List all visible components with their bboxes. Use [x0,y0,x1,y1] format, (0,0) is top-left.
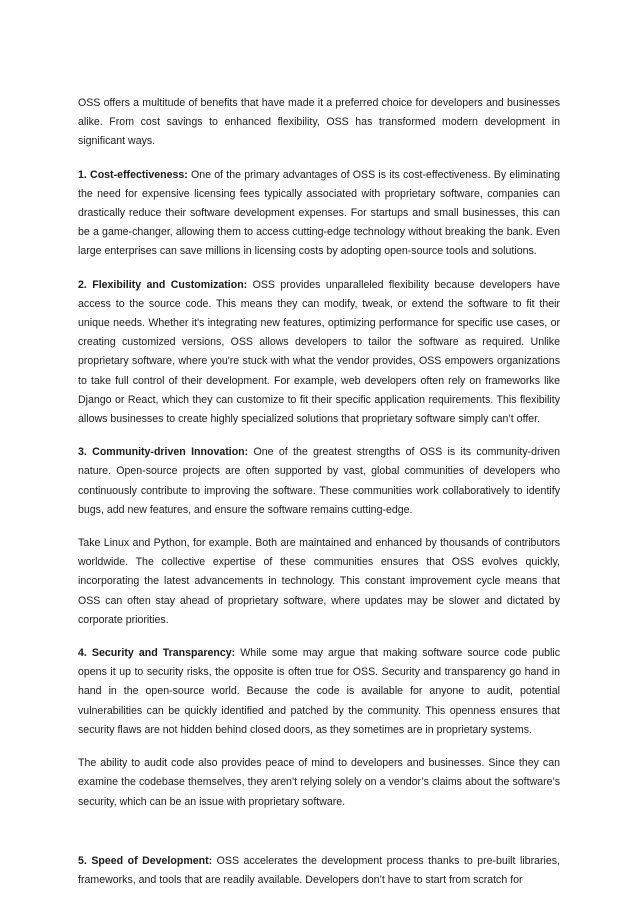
audit-paragraph [78,754,560,812]
cost-effectiveness-text: One of the primary advantages of OSS is its cost-effectiveness. By eliminating the need for expensive licensing fees typically associated with proprietary software, companies can drastically reduce their software development expenses. For startups and small businesses, this can be a game-changer, allowing them to access cutting-edge technology without breaking the bank. Even large enterprises can save millions in licensing costs by adopting open-source tools and solutions. [78,168,560,258]
flexibility-heading: 2. Flexibility and Customization: [78,278,248,291]
intro-paragraph [78,94,560,152]
security-paragraph [78,644,560,740]
linux-python-paragraph [78,534,560,630]
security-text: While some may argue that making software source code public opens it up to security risks, the opposite is often true for OSS. Security and transparency go hand in hand in the open-source world. Because the code is available for anyone to audit, potential vulnerabilities can be quickly identified and patched by the community. This openness ensures that security flaws are not hidden behind closed doors, as they sometimes are in proprietary systems. [78,647,560,736]
intro-text: OSS offers a multitude of benefits that have made it a preferred choice for developers and businesses alike. From cost savings to enhanced flexibility, OSS has transformed modern development in significant ways. [78,97,560,148]
speed-paragraph [78,852,560,890]
audit-text: The ability to audit code also provides peace of mind to developers and businesses. Since they can examine the codebase themselves, they aren’t relying solely on a vendor’s claims about the software’s security, which can be an issue with proprietary software. [78,757,560,808]
speed-text: OSS accelerates the development process thanks to pre-built libraries, frameworks, and tools that are readily available. Developers don’t have to start from scratch for [78,854,560,886]
speed-heading: 5. Speed of Development: [78,854,213,867]
security-heading: 4. Security and Transparency: [78,647,236,660]
flexibility-text: OSS provides unparalleled flexibility because developers have access to the source code. This means they can modify, tweak, or extend the software to fit their unique needs. Whether it's integrating new features, optimizing performance for specific use cases, or creating customized versions, OSS allows developers to tailor the software as required. Unlike proprietary software, where you're stuck with what the vendor provides, OSS empowers organizations to take full control of their development. For example, web developers often rely on frameworks like Django or React, which they can customize to fit their specific application requirements. This flexibility allows businesses to create highly specialized solutions that proprietary software simply can’t offer. [78,278,560,426]
document-body [78,94,560,904]
flexibility-paragraph [78,276,560,430]
community-heading: 3. Community-driven Innovation: [78,446,249,459]
linux-python-text: Take Linux and Python, for example. Both are maintained and enhanced by thousands of contributors worldwide. The collective expertise of these communities ensures that OSS evolves quickly, incorporating the latest advancements in technology. This constant improvement cycle means that OSS can often stay ahead of proprietary software, where updates may be slower and dictated by corporate priorities. [78,537,560,626]
cost-effectiveness-paragraph [78,166,560,262]
community-text: One of the greatest strengths of OSS is its community-driven nature. Open-source projects are often supported by vast, global communities of developers who continuously contribute to improving the software. These communities work collaboratively to identify bugs, add new features, and ensure the software remains cutting-edge. [78,446,560,516]
community-paragraph [78,443,560,520]
cost-effectiveness-heading: 1. Cost-effectiveness: [78,168,188,181]
